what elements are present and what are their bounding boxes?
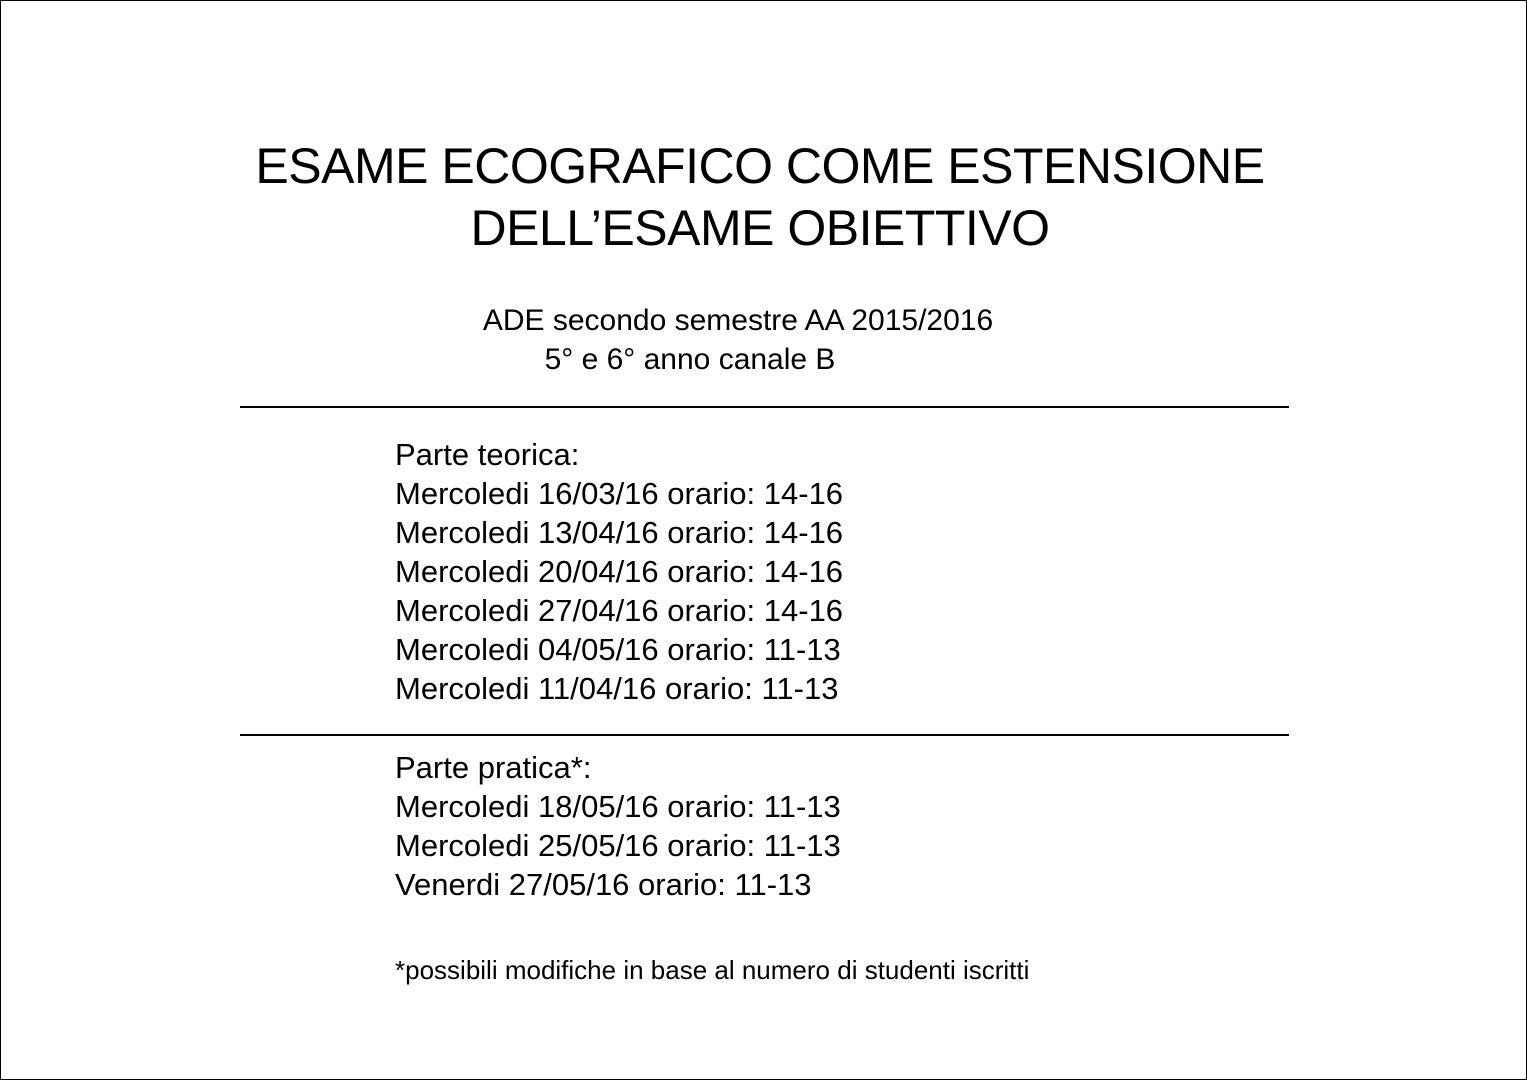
- teorica-heading: Parte teorica:: [395, 437, 580, 472]
- divider-top: [240, 406, 1289, 408]
- pratica-session: Mercoledi 18/05/16 orario: 11-13: [395, 789, 841, 824]
- teorica-session: Mercoledi 11/04/16 orario: 11-13: [395, 671, 839, 706]
- title-line-1: ESAME ECOGRAFICO COME ESTENSIONE: [255, 138, 1265, 194]
- teorica-session: Mercoledi 27/04/16 orario: 14-16: [395, 593, 844, 628]
- teorica-section: [395, 435, 843, 708]
- title-line-2: DELL’ESAME OBIETTIVO: [470, 200, 1050, 256]
- pratica-heading: Parte pratica*:: [395, 750, 592, 785]
- subtitle-line-1: ADE secondo semestre AA 2015/2016: [482, 304, 994, 337]
- pratica-session: Mercoledi 25/05/16 orario: 11-13: [395, 828, 841, 863]
- divider-middle: [240, 734, 1289, 736]
- footnote: *possibili modifiche in base al numero di studenti iscritti: [395, 955, 1030, 985]
- teorica-session: Mercoledi 13/04/16 orario: 14-16: [395, 515, 844, 550]
- subtitle-line-2: 5° e 6° anno canale B: [544, 343, 836, 376]
- teorica-session: Mercoledi 04/05/16 orario: 11-13: [395, 632, 841, 667]
- teorica-session: Mercoledi 20/04/16 orario: 14-16: [395, 554, 844, 589]
- teorica-session: Mercoledi 16/03/16 orario: 14-16: [395, 476, 844, 511]
- pratica-section: [395, 748, 841, 904]
- pratica-session: Venerdi 27/05/16 orario: 11-13: [395, 867, 812, 902]
